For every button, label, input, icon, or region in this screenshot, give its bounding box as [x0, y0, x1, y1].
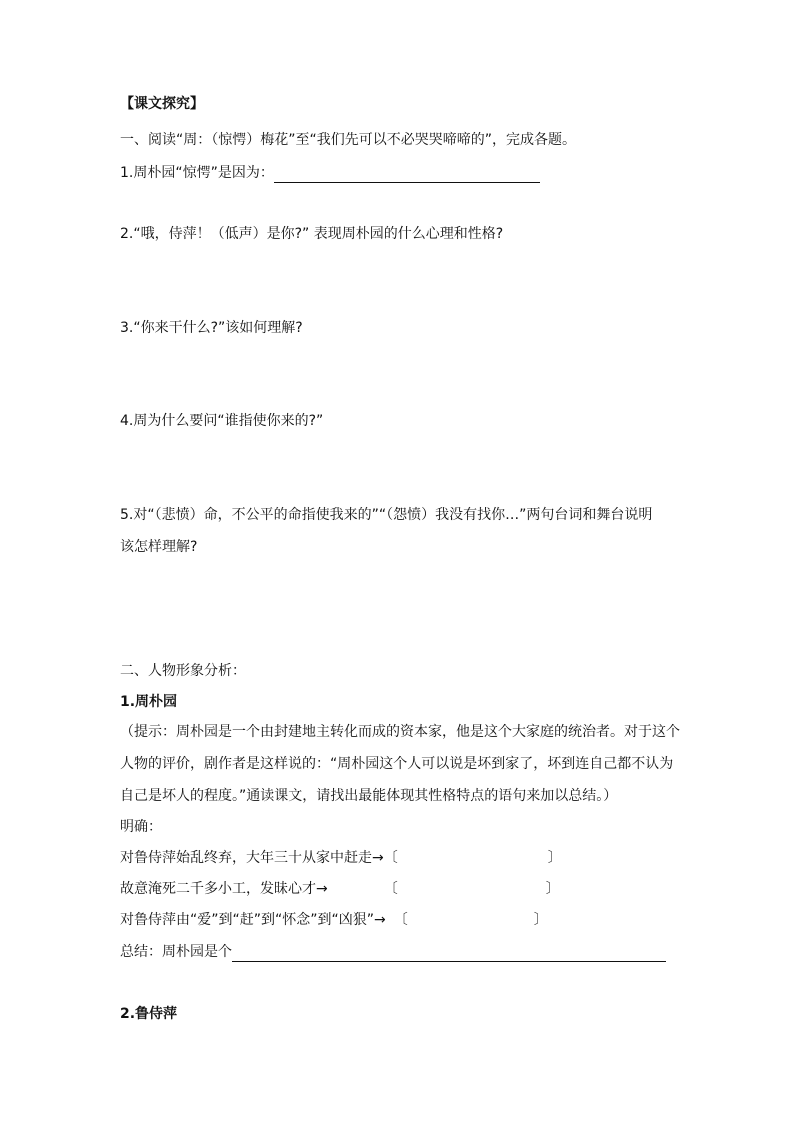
paren-open-1: 〔 [383, 850, 398, 866]
analysis-item-1 [120, 848, 562, 868]
part2-heading: 二、人物形象分析： [120, 663, 246, 679]
analysis-item-2-text: 故意淹死二千多小工，发昧心才→ [120, 881, 328, 897]
question-5-line-2: 该怎样理解? [120, 539, 198, 555]
question-4: 4.周为什么要问“谁指使你来的?” [120, 413, 324, 429]
question-3: 3.“你来干什么?”该如何理解? [120, 320, 303, 336]
analysis-item-3 [120, 910, 548, 930]
paren-close-3: 〕 [533, 912, 548, 928]
hint-line-3: 自己是坏人的程度。”通读课文，请找出最能体现其性格特点的语句来加以总结。） [120, 788, 618, 804]
analysis-item-3-text: 对鲁侍萍由“爱”到“赶”到“怀念”到“凶狠”→ [120, 912, 386, 928]
section-title: 【课文探究】 [120, 96, 204, 112]
paren-close-1: 〕 [547, 850, 562, 866]
paren-open-2: 〔 [383, 881, 398, 897]
paren-close-2: 〕 [545, 881, 560, 897]
subheading-zhou-puyuan: 1.周朴园 [120, 694, 178, 710]
subheading-lu-shiping: 2.鲁侍萍 [120, 1006, 178, 1022]
question-1 [120, 163, 540, 183]
question-5-line-1: 5.对“（悲愤）命，不公平的命指使我来的”“（怨愤）我没有找你…”两句台词和舞台说明 [120, 507, 653, 523]
analysis-item-1-text: 对鲁侍萍始乱终弃，大年三十从家中赶走→ [120, 850, 384, 866]
question-1-text: 1.周朴园“惊愕”是因为： [120, 165, 274, 181]
part1-heading: 一、阅读“周：（惊愕）梅花”至“我们先可以不必哭哭啼啼的”，完成各题。 [120, 132, 577, 148]
analysis-item-2 [120, 879, 560, 899]
question-2: 2.“哦，侍萍！（低声）是你?” 表现周朴园的什么心理和性格? [120, 226, 504, 242]
hint-line-2: 人物的评价，剧作者是这样说的：“周朴园这个人可以说是坏到家了，坏到连自己都不认为 [120, 756, 674, 772]
hint-line-1: （提示：周朴园是一个由封建地主转化而成的资本家，他是这个大家庭的统治者。对于这个 [120, 724, 680, 740]
summary-text: 总结：周朴园是个 [120, 944, 232, 960]
answer-blank-1[interactable] [274, 166, 540, 183]
summary [120, 942, 666, 962]
paren-open-3: 〔 [393, 912, 408, 928]
clarify-label: 明确： [120, 819, 162, 835]
summary-blank[interactable] [232, 945, 666, 962]
